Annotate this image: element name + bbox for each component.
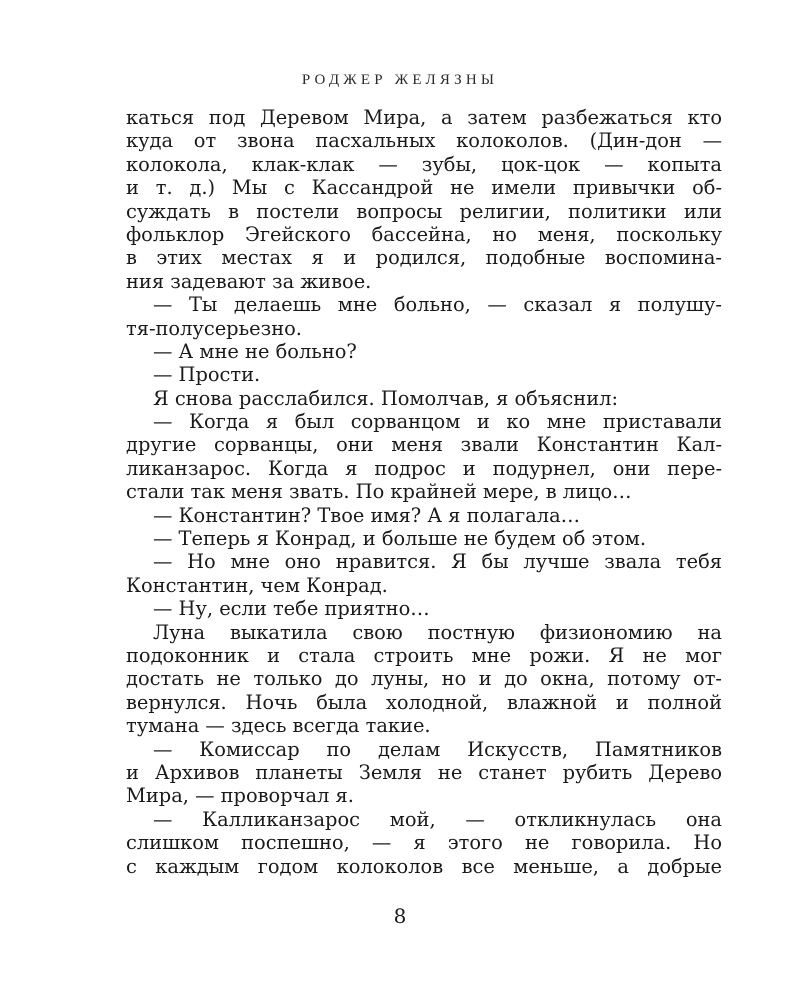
text-line: вернулся. Ночь была холодной, влажной и полной — [126, 690, 722, 714]
text-line: — Ты делаешь мне больно, — сказал я полушу- — [153, 293, 722, 317]
text-line: — Теперь я Конрад, и больше не будем об этом. — [153, 527, 647, 551]
text-line: и Архивов планеты Земля не станет рубить Дерево — [126, 760, 722, 784]
text-line: подоконник и стала строить мне рожи. Я не мог — [126, 643, 722, 667]
running-header: РОДЖЕР ЖЕЛЯЗНЫ — [301, 72, 499, 88]
text-line: слишком поспешно, — я этого не говорила. Но — [126, 831, 722, 855]
text-line: Константин, чем Конрад. — [126, 573, 388, 597]
page-number: 8 — [393, 904, 407, 928]
text-line: — А мне не больно? — [153, 339, 357, 363]
text-line: ликанзарос. Когда я подрос и подурнел, они пере- — [126, 456, 722, 480]
text-line: — Когда я был сорванцом и ко мне приставали — [153, 410, 722, 434]
text-line: — Калликанзарос мой, — откликнулась она — [153, 807, 722, 831]
text-line: другие сорванцы, они меня звали Константин Кал- — [126, 433, 722, 457]
text-line: — Прости. — [153, 363, 261, 387]
text-line: Луна выкатила свою постную физиономию на — [153, 620, 722, 644]
body-text — [126, 106, 722, 878]
text-line: тумана — здесь всегда такие. — [126, 714, 431, 738]
text-line: — Ну, если тебе приятно… — [153, 597, 430, 621]
text-line: тя-полусерьезно. — [126, 316, 302, 340]
text-line: каться под Деревом Мира, а затем разбежаться кто — [126, 106, 722, 129]
text-line: стали так меня звать. По крайней мере, в лицо… — [126, 480, 632, 504]
text-line: Мира, — проворчал я. — [126, 784, 354, 808]
text-line: и т. д.) Мы с Кассандрой не имели привычки об- — [126, 176, 722, 200]
text-line: Я снова расслабился. Помолчав, я объяснил: — [153, 386, 618, 410]
text-line: в этих местах я и родился, подобные воспомина- — [126, 246, 722, 270]
text-line: куда от звона пасхальных колоколов. (Дин-дон — — [126, 129, 722, 153]
text-line: — Комиссар по делам Искусств, Памятников — [153, 737, 722, 761]
text-line: достать не только до луны, но и до окна, потому от- — [126, 667, 722, 691]
text-line: суждать в постели вопросы религии, политики или — [126, 199, 722, 223]
text-line: — Константин? Твое имя? А я полагала… — [153, 503, 581, 527]
text-line: с каждым годом колоколов все меньше, а добрые — [126, 854, 722, 878]
text-line: фольклор Эгейского бассейна, но меня, поскольку — [126, 222, 722, 246]
text-line: ния задевают за живое. — [126, 269, 372, 293]
text-line: — Но мне оно нравится. Я бы лучше звала тебя — [153, 550, 722, 574]
text-line: колокола, клак-клак — зубы, цок-цок — копыта — [126, 152, 722, 176]
